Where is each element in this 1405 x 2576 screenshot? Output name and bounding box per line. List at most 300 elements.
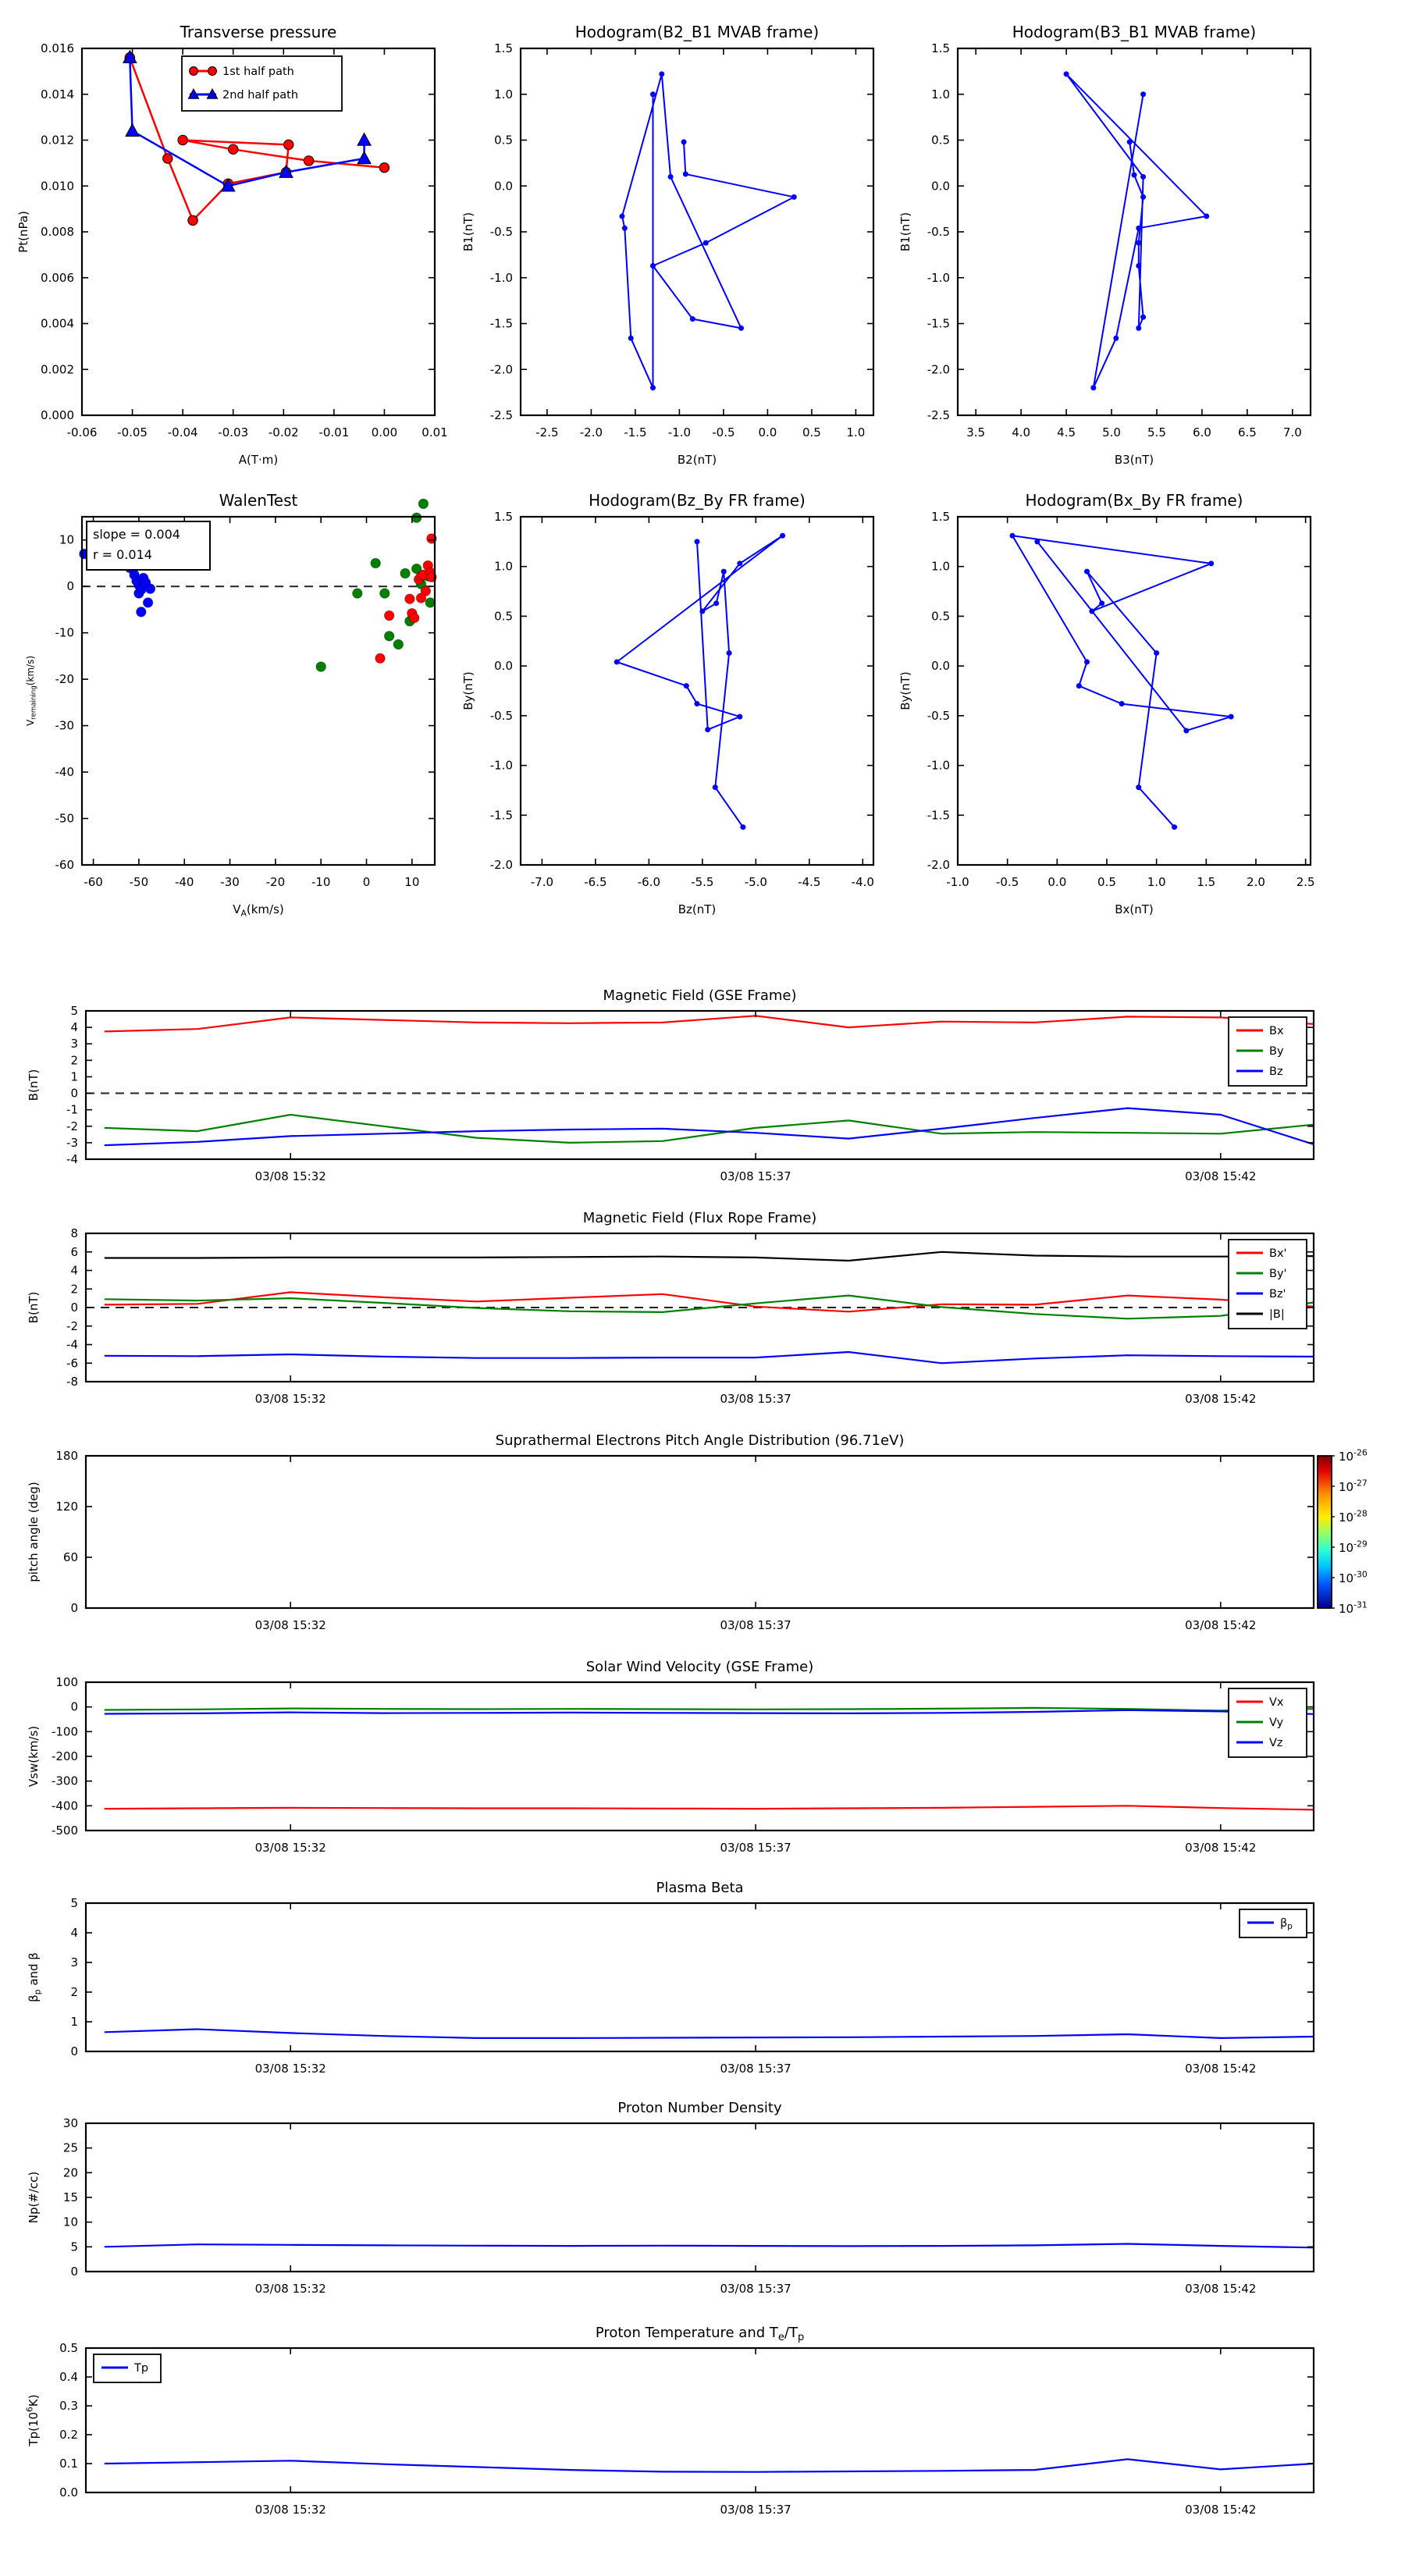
circle-marker xyxy=(1140,315,1146,320)
circle-marker xyxy=(379,163,389,173)
circle-marker xyxy=(1034,539,1040,544)
solar-wind-velocity-title: Solar Wind Velocity (GSE Frame) xyxy=(585,1659,814,1675)
transverse-pressure-y-tick-label: 0.002 xyxy=(41,362,74,377)
hodogram-b3-b1-x-axis-label: B3(nT) xyxy=(1114,453,1154,467)
colorbar-tick-label: $10^{-30}$ xyxy=(1339,1569,1368,1585)
hodogram-bx-by-y-tick-label: 0.5 xyxy=(931,609,950,624)
circle-marker xyxy=(628,336,634,341)
circle-marker xyxy=(694,539,699,544)
circle-marker xyxy=(1136,226,1141,231)
hodogram-b2-b1-x-tick-label: 0.5 xyxy=(802,425,821,439)
circle-marker xyxy=(694,701,699,706)
circle-marker xyxy=(405,594,414,603)
mag-field-fr-legend-label: Bx' xyxy=(1269,1247,1287,1260)
mag-field-fr-legend-label: Bz' xyxy=(1269,1288,1286,1300)
hodogram-bz-by-x-tick-label: -4.0 xyxy=(851,875,874,889)
walen-test-annotation-line: slope = 0.004 xyxy=(93,527,180,542)
hodogram-b2-b1-title: Hodogram(B2_B1 MVAB frame) xyxy=(574,23,820,41)
circle-marker xyxy=(1113,336,1119,341)
circle-marker xyxy=(650,91,656,97)
transverse-pressure-y-tick-label: 0.014 xyxy=(41,87,74,101)
hodogram-b3-b1-x-tick-label: 3.5 xyxy=(966,425,986,439)
pitch-angle-y-tick-label: 0 xyxy=(70,1601,78,1615)
proton-density-plot-area xyxy=(86,2123,1314,2272)
proton-density-panel xyxy=(27,2100,1314,2296)
mag-field-gse-y-tick-label: 3 xyxy=(70,1037,78,1051)
hodogram-b2-b1-y-tick-label: -1.5 xyxy=(489,316,513,331)
proton-density-y-tick-label: 25 xyxy=(62,2140,78,2155)
hodogram-b2-b1-x-tick-label: -2.0 xyxy=(579,425,603,439)
proton-density-y-tick-label: 15 xyxy=(62,2190,78,2204)
hodogram-b3-b1-x-tick-label: 5.5 xyxy=(1147,425,1166,439)
hodogram-bz-by-x-tick-label: -6.0 xyxy=(637,875,661,889)
transverse-pressure-panel xyxy=(16,23,448,467)
hodogram-bz-by-y-tick-label: 0.0 xyxy=(494,659,513,674)
mag-field-gse-y-axis-label: B(nT) xyxy=(27,1069,41,1101)
hodogram-b3-b1-y-tick-label: 0.5 xyxy=(931,133,950,148)
solar-wind-velocity-y-tick-label: -100 xyxy=(51,1724,78,1739)
hodogram-bx-by-panel xyxy=(898,491,1315,916)
hodogram-bx-by-y-tick-label: -1.0 xyxy=(927,758,950,773)
hodogram-b2-b1-y-axis-label: B1(nT) xyxy=(461,212,475,252)
mag-field-gse-title: Magnetic Field (GSE Frame) xyxy=(603,987,797,1004)
solar-wind-velocity-legend-label: Vy xyxy=(1269,1717,1284,1729)
circle-marker xyxy=(1140,174,1146,180)
circle-marker xyxy=(683,171,688,176)
hodogram-b2-b1-y-tick-label: 0.0 xyxy=(494,179,513,194)
walen-test-x-tick-label: -40 xyxy=(174,875,194,889)
hodogram-bx-by-x-tick-label: 2.5 xyxy=(1296,875,1315,889)
mag-field-fr-panel xyxy=(27,1210,1314,1406)
proton-density-title: Proton Number Density xyxy=(617,2100,782,2116)
colorbar-tick-label: $10^{-27}$ xyxy=(1339,1478,1368,1494)
circle-marker xyxy=(1127,139,1133,144)
walen-test-y-axis-label: $V_{remaining}(km/s)$ xyxy=(25,655,38,727)
circle-marker xyxy=(228,144,237,154)
hodogram-bz-by-y-tick-label: -1.0 xyxy=(489,758,513,773)
circle-marker xyxy=(384,632,393,641)
mag-field-fr-y-tick-label: 6 xyxy=(70,1244,78,1259)
circle-marker xyxy=(353,589,362,598)
plasma-beta-y-tick-label: 4 xyxy=(70,1926,78,1940)
mag-field-fr-title: Magnetic Field (Flux Rope Frame) xyxy=(582,1210,817,1226)
hodogram-bz-by-y-tick-label: 0.5 xyxy=(494,609,513,624)
proton-density-y-tick-label: 20 xyxy=(62,2165,78,2180)
hodogram-bx-by-x-tick-label: 1.5 xyxy=(1197,875,1216,889)
circle-marker xyxy=(737,714,742,720)
circle-marker xyxy=(1084,569,1090,575)
plasma-beta-y-tick-label: 2 xyxy=(70,1985,78,1999)
pitch-angle-y-tick-label: 60 xyxy=(62,1550,78,1564)
hodogram-bz-by-y-axis-label: By(nT) xyxy=(461,671,475,710)
colorbar-tick-label: $10^{-26}$ xyxy=(1339,1447,1368,1464)
walen-test-panel xyxy=(25,491,436,918)
hodogram-b3-b1-y-tick-label: 1.5 xyxy=(931,41,950,55)
pitch-angle-y-axis-label: pitch angle (deg) xyxy=(27,1482,41,1582)
mag-field-gse-y-tick-label: 0 xyxy=(70,1086,78,1101)
transverse-pressure-y-tick-label: 0.000 xyxy=(41,408,74,422)
walen-test-x-tick-label: -10 xyxy=(311,875,331,889)
proton-temperature-y-tick-label: 0.5 xyxy=(59,2341,78,2355)
circle-marker xyxy=(1172,824,1177,830)
proton-temperature-y-axis-label: $Tp(10^6K)$ xyxy=(24,2394,41,2446)
mag-field-gse-y-tick-label: 4 xyxy=(70,1020,78,1035)
mag-field-gse-legend-label: Bz xyxy=(1269,1066,1283,1078)
pitch-angle-panel xyxy=(27,1432,1368,1632)
transverse-pressure-x-tick-label: -0.02 xyxy=(268,425,299,439)
mag-field-gse-y-tick-label: -2 xyxy=(66,1119,78,1133)
hodogram-b3-b1-x-tick-label: 4.5 xyxy=(1057,425,1076,439)
circle-marker xyxy=(713,600,719,606)
circle-marker xyxy=(622,226,628,231)
hodogram-bx-by-y-tick-label: -0.5 xyxy=(927,708,950,723)
mag-field-gse-x-tick-label: 03/08 15:37 xyxy=(720,1169,791,1183)
transverse-pressure-y-tick-label: 0.004 xyxy=(41,316,74,331)
plasma-beta-legend-label: $\beta_p$ xyxy=(1280,1917,1293,1932)
solar-wind-velocity-y-tick-label: 100 xyxy=(55,1675,78,1689)
transverse-pressure-title: Transverse pressure xyxy=(180,23,337,41)
circle-marker xyxy=(614,660,620,665)
mag-field-gse-y-tick-label: -4 xyxy=(66,1152,78,1166)
proton-temperature-y-tick-label: 0.0 xyxy=(59,2485,78,2500)
circle-marker xyxy=(1136,263,1141,269)
circle-marker xyxy=(690,316,695,322)
circle-marker xyxy=(190,67,198,76)
walen-test-x-tick-label: -20 xyxy=(265,875,286,889)
circle-marker xyxy=(650,263,656,269)
circle-marker xyxy=(681,139,687,144)
hodogram-b2-b1-y-tick-label: 1.0 xyxy=(494,87,513,101)
circle-marker xyxy=(737,560,742,566)
hodogram-bz-by-x-axis-label: Bz(nT) xyxy=(678,902,717,916)
circle-marker xyxy=(780,533,785,539)
circle-marker xyxy=(393,639,403,649)
transverse-pressure-x-tick-label: -0.05 xyxy=(117,425,148,439)
mag-field-gse-y-tick-label: 1 xyxy=(70,1069,78,1084)
walen-test-y-tick-label: 0 xyxy=(66,579,74,594)
hodogram-bz-by-y-tick-label: 1.5 xyxy=(494,510,513,524)
mag-field-fr-y-axis-label: B(nT) xyxy=(27,1291,41,1324)
circle-marker xyxy=(304,156,313,165)
transverse-pressure-legend-label: 2nd half path xyxy=(222,89,299,101)
proton-density-x-tick-label: 03/08 15:37 xyxy=(720,2282,791,2296)
circle-marker xyxy=(375,653,385,663)
transverse-pressure-x-tick-label: -0.06 xyxy=(66,425,98,439)
hodogram-b2-b1-x-axis-label: B2(nT) xyxy=(677,453,717,467)
transverse-pressure-x-tick-label: 0.00 xyxy=(371,425,398,439)
proton-temperature-x-tick-label: 03/08 15:42 xyxy=(1185,2503,1257,2517)
circle-marker xyxy=(284,140,293,149)
hodogram-b2-b1-y-tick-label: -0.5 xyxy=(489,225,513,239)
circle-marker xyxy=(727,650,732,656)
hodogram-b3-b1-y-axis-label: B1(nT) xyxy=(898,212,912,252)
circle-marker xyxy=(400,568,410,578)
proton-temperature-y-tick-label: 0.1 xyxy=(59,2457,78,2471)
hodogram-bz-by-title: Hodogram(Bz_By FR frame) xyxy=(589,491,806,510)
circle-marker xyxy=(684,683,689,688)
hodogram-bx-by-y-tick-label: 0.0 xyxy=(931,659,950,674)
hodogram-bz-by-y-tick-label: -2.0 xyxy=(489,858,513,872)
circle-marker xyxy=(418,499,428,508)
hodogram-b3-b1-y-tick-label: 0.0 xyxy=(931,179,950,194)
mag-field-gse-y-tick-label: -1 xyxy=(66,1102,78,1117)
circle-marker xyxy=(1208,560,1214,566)
circle-marker xyxy=(1183,728,1189,733)
hodogram-bx-by-x-tick-label: 2.0 xyxy=(1247,875,1265,889)
mag-field-fr-y-tick-label: 8 xyxy=(70,1226,78,1240)
circle-marker xyxy=(713,785,718,790)
circle-marker xyxy=(740,824,745,830)
plasma-beta-y-axis-label: $\beta_p$ and β xyxy=(27,1952,43,2002)
proton-temperature-y-tick-label: 0.3 xyxy=(59,2399,78,2413)
hodogram-bx-by-y-tick-label: -2.0 xyxy=(927,858,950,872)
pitch-angle-title: Suprathermal Electrons Pitch Angle Distribution (96.71eV) xyxy=(495,1432,905,1449)
walen-test-y-tick-label: -60 xyxy=(55,858,74,872)
solar-wind-velocity-y-axis-label: Vsw(km/s) xyxy=(27,1725,41,1788)
mag-field-fr-legend-label: By' xyxy=(1269,1268,1287,1280)
mag-field-fr-y-tick-label: -4 xyxy=(66,1337,78,1352)
solar-wind-velocity-y-tick-label: -500 xyxy=(51,1823,78,1838)
transverse-pressure-legend xyxy=(182,56,342,111)
plasma-beta-y-tick-label: 1 xyxy=(70,2015,78,2029)
solar-wind-velocity-y-tick-label: -200 xyxy=(51,1749,78,1763)
colorbar xyxy=(1318,1456,1332,1608)
hodogram-b3-b1-plot-area xyxy=(958,48,1311,415)
circle-marker xyxy=(384,610,393,620)
mag-field-gse-legend-label: Bx xyxy=(1269,1025,1284,1037)
walen-test-x-axis-label: $V_A(km/s)$ xyxy=(233,902,284,919)
circle-marker xyxy=(1140,91,1146,97)
circle-marker xyxy=(1076,683,1082,688)
hodogram-bz-by-panel xyxy=(461,491,874,916)
solar-wind-velocity-y-tick-label: -400 xyxy=(51,1799,78,1813)
pitch-angle-x-tick-label: 03/08 15:37 xyxy=(720,1618,791,1632)
transverse-pressure-x-tick-label: -0.04 xyxy=(167,425,198,439)
hodogram-b2-b1-x-tick-label: -1.0 xyxy=(667,425,692,439)
proton-density-y-tick-label: 0 xyxy=(70,2265,78,2279)
colorbar-tick-label: $10^{-31}$ xyxy=(1339,1599,1368,1616)
circle-marker xyxy=(178,135,187,144)
hodogram-b3-b1-x-tick-label: 6.5 xyxy=(1237,425,1257,439)
proton-density-y-tick-label: 30 xyxy=(62,2116,78,2130)
hodogram-b3-b1-y-tick-label: 1.0 xyxy=(931,87,950,101)
circle-marker xyxy=(1204,214,1209,219)
walen-test-x-tick-label: 0 xyxy=(362,875,371,889)
mag-field-gse-x-tick-label: 03/08 15:32 xyxy=(254,1169,326,1183)
circle-marker xyxy=(619,214,624,219)
hodogram-b3-b1-y-tick-label: -2.5 xyxy=(927,408,950,422)
walen-test-y-tick-label: -50 xyxy=(55,811,74,826)
pitch-angle-y-tick-label: 180 xyxy=(55,1449,78,1463)
proton-temperature-title: Proton Temperature and $T_e/T_p$ xyxy=(595,2325,805,2343)
circle-marker xyxy=(1084,660,1090,665)
circle-marker xyxy=(145,584,155,593)
transverse-pressure-y-tick-label: 0.006 xyxy=(41,270,74,285)
proton-density-y-axis-label: Np(#/cc) xyxy=(27,2171,41,2224)
circle-marker xyxy=(137,607,146,617)
transverse-pressure-y-axis-label: Pt(nPa) xyxy=(16,211,30,253)
transverse-pressure-x-axis-label: A(T·m) xyxy=(238,453,279,467)
proton-temperature-y-tick-label: 0.4 xyxy=(59,2370,78,2384)
walen-test-y-tick-label: -30 xyxy=(55,718,74,733)
circle-marker xyxy=(1136,785,1141,790)
plasma-beta-x-tick-label: 03/08 15:32 xyxy=(254,2062,326,2076)
hodogram-bz-by-x-tick-label: -7.0 xyxy=(530,875,554,889)
hodogram-b3-b1-y-tick-label: -2.0 xyxy=(927,362,950,377)
solar-wind-velocity-legend-label: Vz xyxy=(1269,1737,1283,1749)
circle-marker xyxy=(1090,385,1096,390)
hodogram-b3-b1-panel xyxy=(898,23,1311,467)
proton-density-y-tick-label: 10 xyxy=(62,2215,78,2229)
proton-density-x-tick-label: 03/08 15:32 xyxy=(254,2282,326,2296)
hodogram-b3-b1-x-tick-label: 5.0 xyxy=(1102,425,1121,439)
circle-marker xyxy=(1140,194,1146,200)
pitch-angle-x-tick-label: 03/08 15:42 xyxy=(1185,1618,1257,1632)
walen-test-annotation-line: r = 0.014 xyxy=(93,547,152,562)
plasma-beta-x-tick-label: 03/08 15:37 xyxy=(720,2062,791,2076)
circle-marker xyxy=(316,662,325,671)
pitch-angle-x-tick-label: 03/08 15:32 xyxy=(254,1618,326,1632)
colorbar-tick-label: $10^{-28}$ xyxy=(1339,1508,1368,1525)
hodogram-bz-by-plot-area xyxy=(521,517,873,865)
mag-field-gse-panel xyxy=(27,987,1314,1183)
hodogram-b2-b1-y-tick-label: -1.0 xyxy=(489,270,513,285)
hodogram-bz-by-y-tick-label: 1.0 xyxy=(494,559,513,574)
hodogram-bx-by-x-axis-label: Bx(nT) xyxy=(1115,902,1154,916)
circle-marker xyxy=(738,326,744,331)
circle-marker xyxy=(1154,650,1159,656)
mag-field-fr-y-tick-label: 0 xyxy=(70,1300,78,1315)
transverse-pressure-y-tick-label: 0.010 xyxy=(41,179,74,194)
mag-field-fr-x-tick-label: 03/08 15:37 xyxy=(720,1392,791,1406)
walen-test-y-tick-label: -10 xyxy=(55,625,74,640)
mag-field-fr-x-tick-label: 03/08 15:42 xyxy=(1185,1392,1257,1406)
hodogram-b2-b1-x-tick-label: 1.0 xyxy=(846,425,866,439)
hodogram-b2-b1-panel xyxy=(461,23,873,467)
circle-marker xyxy=(659,71,664,76)
circle-marker xyxy=(410,613,419,622)
solar-wind-velocity-x-tick-label: 03/08 15:32 xyxy=(254,1841,326,1855)
circle-marker xyxy=(1131,173,1136,178)
hodogram-b2-b1-x-tick-label: -0.5 xyxy=(712,425,735,439)
hodogram-b2-b1-y-tick-label: 0.5 xyxy=(494,133,513,148)
hodogram-bx-by-x-tick-label: 0.0 xyxy=(1048,875,1067,889)
mag-field-fr-x-tick-label: 03/08 15:32 xyxy=(254,1392,326,1406)
mag-field-fr-legend-label: |B| xyxy=(1269,1308,1285,1321)
hodogram-b2-b1-y-tick-label: -2.0 xyxy=(489,362,513,377)
circle-marker xyxy=(1229,714,1234,720)
hodogram-b3-b1-y-tick-label: -1.0 xyxy=(927,270,950,285)
plasma-beta-plot-area xyxy=(86,1903,1314,2051)
circle-marker xyxy=(416,593,425,603)
hodogram-b3-b1-title: Hodogram(B3_B1 MVAB frame) xyxy=(1012,23,1257,41)
hodogram-b2-b1-x-tick-label: -2.5 xyxy=(535,425,559,439)
circle-marker xyxy=(1064,71,1069,76)
circle-marker xyxy=(1010,533,1016,539)
transverse-pressure-y-tick-label: 0.008 xyxy=(41,225,74,239)
solar-wind-velocity-y-tick-label: -300 xyxy=(51,1774,78,1788)
hodogram-bx-by-x-tick-label: 1.0 xyxy=(1147,875,1166,889)
colorbar-tick-label: $10^{-29}$ xyxy=(1339,1539,1368,1555)
proton-temperature-y-tick-label: 0.2 xyxy=(59,2428,78,2442)
proton-temperature-x-tick-label: 03/08 15:32 xyxy=(254,2503,326,2517)
walen-test-x-tick-label: 10 xyxy=(404,875,420,889)
mag-field-fr-y-tick-label: 4 xyxy=(70,1263,78,1278)
circle-marker xyxy=(1089,609,1094,614)
circle-marker xyxy=(791,194,797,200)
circle-marker xyxy=(411,513,421,522)
solar-wind-velocity-x-tick-label: 03/08 15:37 xyxy=(720,1841,791,1855)
hodogram-bx-by-x-tick-label: -0.5 xyxy=(996,875,1019,889)
solar-wind-velocity-x-tick-label: 03/08 15:42 xyxy=(1185,1841,1257,1855)
hodogram-bz-by-y-tick-label: -0.5 xyxy=(489,708,513,723)
transverse-pressure-x-tick-label: -0.01 xyxy=(318,425,350,439)
walen-test-x-tick-label: -30 xyxy=(220,875,240,889)
walen-test-x-tick-label: -50 xyxy=(129,875,149,889)
hodogram-bz-by-x-tick-label: -6.5 xyxy=(584,875,607,889)
hodogram-b2-b1-y-tick-label: 1.5 xyxy=(494,41,513,55)
hodogram-b3-b1-y-tick-label: -1.5 xyxy=(927,316,950,331)
circle-marker xyxy=(668,174,674,180)
hodogram-bx-by-plot-area xyxy=(958,517,1311,865)
hodogram-bx-by-x-tick-label: 0.5 xyxy=(1097,875,1116,889)
mag-field-fr-y-tick-label: 2 xyxy=(70,1282,78,1297)
proton-density-x-tick-label: 03/08 15:42 xyxy=(1185,2282,1257,2296)
hodogram-b2-b1-x-tick-label: 0.0 xyxy=(758,425,777,439)
mag-field-gse-legend-label: By xyxy=(1269,1045,1284,1058)
proton-temperature-plot-area xyxy=(86,2348,1314,2492)
mag-field-gse-y-tick-label: 5 xyxy=(70,1004,78,1018)
hodogram-b2-b1-x-tick-label: -1.5 xyxy=(624,425,647,439)
hodogram-bx-by-x-tick-label: -1.0 xyxy=(946,875,969,889)
circle-marker xyxy=(371,558,380,568)
hodogram-bx-by-y-axis-label: By(nT) xyxy=(898,671,912,710)
hodogram-b3-b1-x-tick-label: 6.0 xyxy=(1192,425,1211,439)
circle-marker xyxy=(208,67,217,76)
walen-test-y-tick-label: -40 xyxy=(55,765,74,780)
proton-temperature-panel xyxy=(25,2325,1314,2517)
transverse-pressure-x-tick-label: -0.03 xyxy=(218,425,249,439)
solar-wind-velocity-y-tick-label: 0 xyxy=(70,1699,78,1714)
circle-marker xyxy=(425,598,435,607)
circle-marker xyxy=(699,609,705,614)
proton-temperature-x-tick-label: 03/08 15:37 xyxy=(720,2503,791,2517)
solar-wind-velocity-panel xyxy=(27,1659,1314,1855)
hodogram-bz-by-y-tick-label: -1.5 xyxy=(489,808,513,823)
pitch-angle-plot-area xyxy=(86,1456,1314,1608)
hodogram-b3-b1-x-tick-label: 7.0 xyxy=(1282,425,1302,439)
hodogram-bz-by-x-tick-label: -4.5 xyxy=(798,875,821,889)
mag-field-gse-y-tick-label: 2 xyxy=(70,1053,78,1068)
hodogram-bx-by-y-tick-label: 1.0 xyxy=(931,559,950,574)
circle-marker xyxy=(703,240,709,246)
hodogram-b3-b1-x-tick-label: 4.0 xyxy=(1012,425,1031,439)
plasma-beta-title: Plasma Beta xyxy=(656,1880,744,1896)
circle-marker xyxy=(721,569,727,575)
circle-marker xyxy=(1119,701,1125,706)
mag-field-gse-y-tick-label: -3 xyxy=(66,1135,78,1150)
circle-marker xyxy=(143,598,152,607)
walen-test-x-tick-label: -60 xyxy=(84,875,103,889)
proton-temperature-legend-label: Tp xyxy=(134,2362,149,2375)
plasma-beta-panel xyxy=(27,1880,1314,2076)
plasma-beta-x-tick-label: 03/08 15:42 xyxy=(1185,2062,1257,2076)
walen-test-title: WalenTest xyxy=(219,491,298,510)
pitch-angle-y-tick-label: 120 xyxy=(55,1500,78,1514)
transverse-pressure-legend-label: 1st half path xyxy=(222,66,294,78)
circle-marker xyxy=(380,589,389,598)
mag-field-fr-y-tick-label: -6 xyxy=(66,1356,78,1371)
